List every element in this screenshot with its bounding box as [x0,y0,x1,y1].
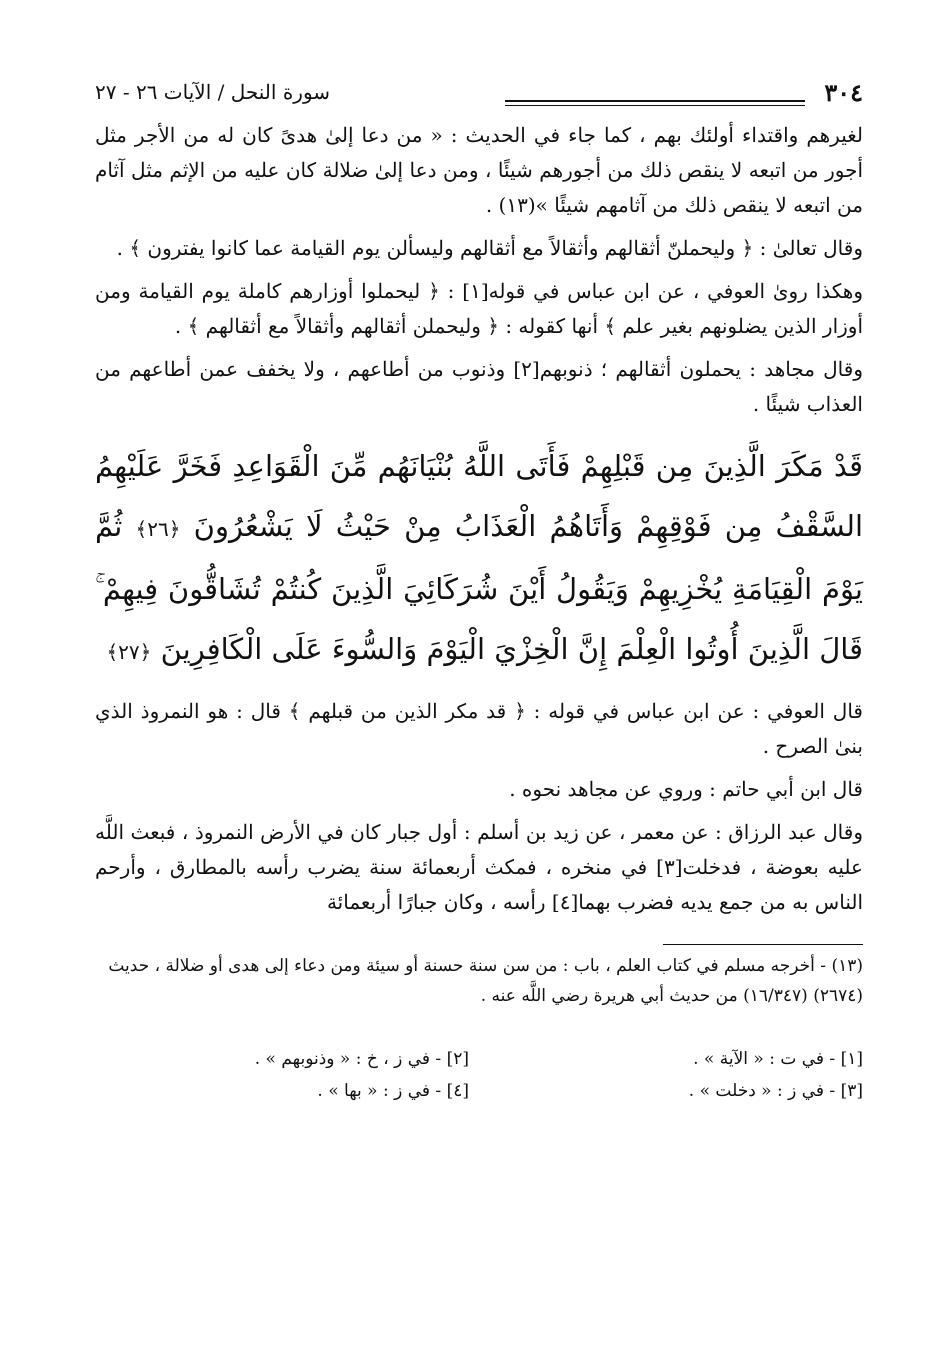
paragraph-abd-al-razzaq: وقال عبد الرزاق : عن معمر ، عن زيد بن أسلم : أول جبار كان في الأرض النمروذ ، فبعث اللَّه عليه بعوضة ، فدخلت[٣] في منخره ، فمكث أربعمائة سنة يضرب رأسه بالمطارق ، وأرحم الناس به من جمع يديه فضرب بهما[٤] رأسه ، وكان جبارًا أربعمائة [95,820,863,914]
header-title: سورة النحل / الآيات ٢٦ - ٢٧ [95,80,331,104]
paragraph-verse-citation: وقال تعالىٰ : ﴿ وليحملنّ أثقالهم وأثقالاً مع أثقالهم وليسألن يوم القيامة عما كانوا يفترون ﴾ . [116,236,863,260]
quran-verse [95,436,863,682]
book-page [95,78,863,1107]
footnote-13: (١٣) - أخرجه مسلم في كتاب العلم ، باب : من سن سنة حسنة أو سيئة ومن دعاء إلى هدى أو ضلالة ، حديث (٢٦٧٤) (١٦/٣٤٧) من حديث أبي هريرة رضي اللَّه عنه . [108,956,863,1006]
variant-1: [١] - في ت : « الآية » . [693,1049,863,1069]
verse-text-27: ثُمَّ يَوْمَ الْقِيَامَةِ يُخْزِيهِمْ وَيَقُولُ أَيْنَ شُرَكَائِيَ الَّذِينَ كُنتُمْ تُشَاقُّونَ فِيهِمْ ۚ قَالَ الَّذِينَ أُوتُوا الْعِلْمَ إِنَّ الْخِزْيَ الْيَوْمَ وَالسُّوءَ عَلَى الْكَافِرِينَ [95,509,863,666]
paragraph-hadith: لغيرهم واقتداء أولئك بهم ، كما جاء في الحديث : « من دعا إلىٰ هدىً كان له من الأجر مثل أجور من اتبعه لا ينقص ذلك من أجورهم شيئًا ، ومن دعا إلىٰ ضلالة كان عليه من الإثم مثل آثام من اتبعه لا ينقص ذلك من آثامهم شيئًا »(١٣) . [95,123,863,217]
ayah-number-26: ﴿٢٦﴾ [135,517,181,541]
page-number: ٣٠٤ [824,78,863,107]
running-header [95,78,863,118]
paragraph-ibn-abi-hatim: قال ابن أبي حاتم : وروي عن مجاهد نحوه . [509,777,863,801]
footnote-rule [663,944,863,945]
variant-3: [٣] - في ز : « دخلت » . [688,1081,863,1101]
ayah-number-27: ﴿٢٧﴾ [106,640,152,664]
header-rule [505,100,805,102]
paragraph-nimrod: قال العوفي : عن ابن عباس في قوله : ﴿ قد مكر الذين من قبلهم ﴾ قال : هو النمروذ الذي بنىٰ الصرح . [95,699,863,758]
paragraph-mujahid: وقال مجاهد : يحملون أثقالهم ؛ ذنوبهم[٢] وذنوب من أطاعهم ، ولا يخفف عمن أطاعهم من العذاب شيئًا . [95,357,863,416]
verse-text-26: قَدْ مَكَرَ الَّذِينَ مِن قَبْلِهِمْ فَأَتَى اللَّهُ بُنْيَانَهُم مِّنَ الْقَوَاعِدِ فَخَرَّ عَلَيْهِمُ السَّقْفُ مِن فَوْقِهِمْ وَأَتَاهُمُ الْعَذَابُ مِنْ حَيْثُ لَا يَشْعُرُونَ [95,449,863,543]
textual-variants [95,1043,863,1107]
paragraph-awfi-report: وهكذا روىٰ العوفي ، عن ابن عباس في قوله[١] : ﴿ ليحملوا أوزارهم كاملة يوم القيامة ومن أوزار الذين يضلونهم بغير علم ﴾ أنها كقوله : ﴿ وليحملن أثقالهم وأثقالاً مع أثقالهم ﴾ . [95,279,863,338]
variant-2: [٢] - في ز ، خ : « وذنوبهم » . [254,1049,469,1069]
variant-4: [٤] - في ز : « بها » . [317,1081,469,1101]
